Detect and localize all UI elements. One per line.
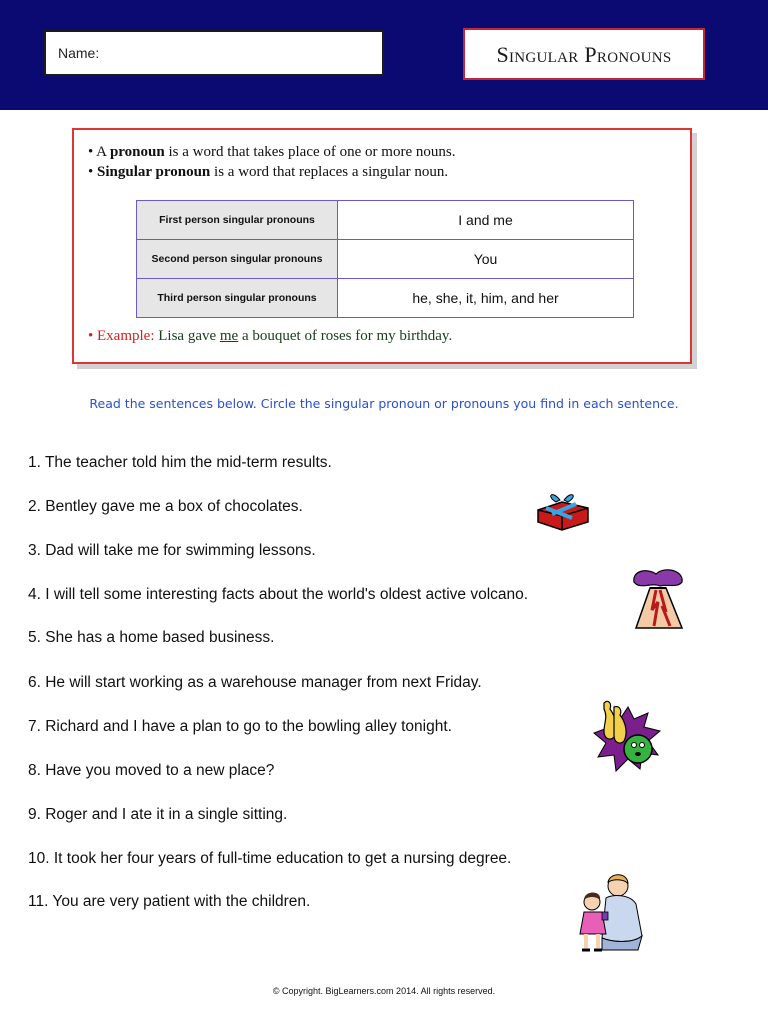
table-row [137,201,634,240]
mother-child-icon [572,872,648,956]
chocolate-box-icon [532,488,592,534]
list-item: 10. It took her four years of full-time education to get a nursing degree. [28,850,512,867]
example-sentence: • Example: Lisa gave me a bouquet of roses for my birthday. [88,328,453,344]
list-item: 2. Bentley gave me a box of chocolates. [28,498,303,515]
volcano-icon [626,566,690,632]
list-item: 1. The teacher told him the mid-term results. [28,454,332,471]
table-row [137,240,634,279]
list-item: 9. Roger and I ate it in a single sitting. [28,806,288,823]
table-row-value: he, she, it, him, and her [338,279,634,318]
table-row-label: Second person singular pronouns [137,240,338,279]
table-row-label: Third person singular pronouns [137,279,338,318]
page-title: Singular Pronouns [496,42,672,67]
header-band [0,0,768,110]
copyright: © Copyright. BigLearners.com 2014. All rights reserved. [272,986,496,996]
instructions: Read the sentences below. Circle the singular pronoun or pronouns you find in each sentence. [89,396,679,411]
definition-singular-pronoun: • Singular pronoun is a word that replaces a singular noun. [88,164,449,180]
list-item: 11. You are very patient with the children. [28,893,311,910]
list-item: 7. Richard and I have a plan to go to the bowling alley tonight. [28,718,452,735]
list-item: 6. He will start working as a warehouse manager from next Friday. [28,674,482,691]
pronoun-table [136,200,634,318]
table-row-label: First person singular pronouns [137,201,338,240]
list-item: 5. She has a home based business. [28,629,275,646]
title-box [463,28,705,80]
table-row [137,279,634,318]
list-item: 8. Have you moved to a new place? [28,762,275,779]
name-field[interactable] [44,30,384,76]
name-label: Name: [58,45,100,61]
list-item: 3. Dad will take me for swimming lessons. [28,542,316,559]
table-row-value: I and me [338,201,634,240]
definition-pronoun: • A pronoun is a word that takes place of one or more nouns. [88,144,456,160]
list-item: 4. I will tell some interesting facts about the world's oldest active volcano. [28,586,529,603]
table-row-value: You [338,240,634,279]
bowling-icon [592,697,664,777]
definition-box [72,128,692,364]
